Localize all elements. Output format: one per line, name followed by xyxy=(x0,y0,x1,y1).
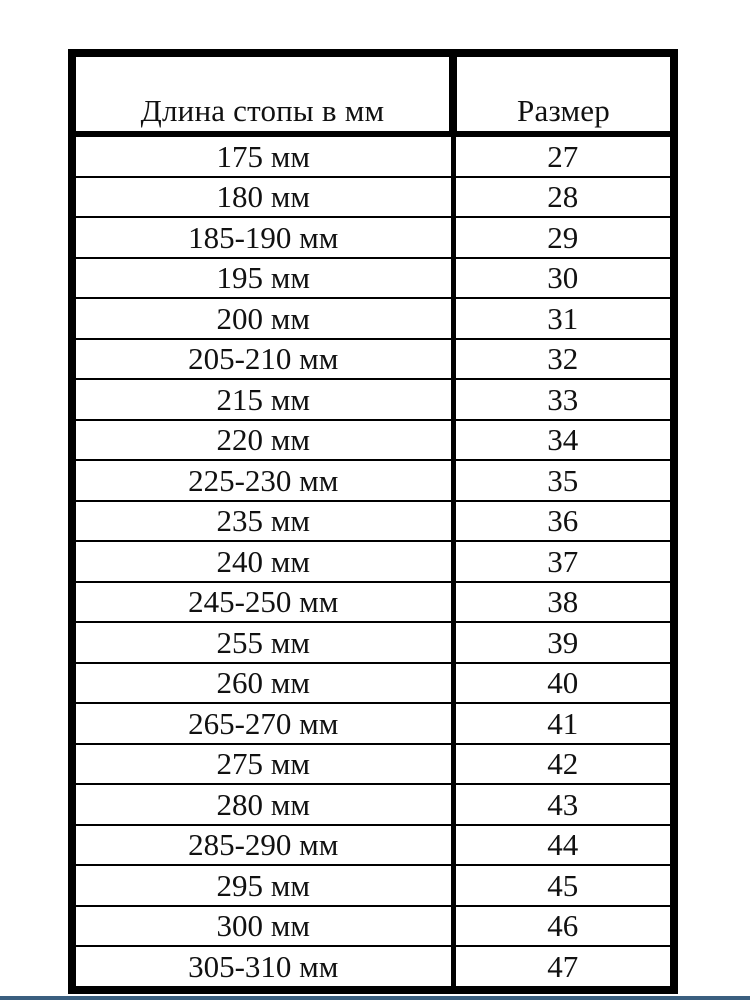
size-cell: 35 xyxy=(453,460,674,501)
size-cell: 37 xyxy=(453,541,674,582)
table-row xyxy=(72,744,674,785)
size-cell: 46 xyxy=(453,906,674,947)
size-cell: 29 xyxy=(453,217,674,258)
size-cell: 42 xyxy=(453,744,674,785)
size-cell: 27 xyxy=(547,138,579,174)
foot-length-cell: 205-210 мм xyxy=(72,339,453,380)
shoe-size-table xyxy=(68,49,678,994)
header-foot-length: Длина стопы в мм xyxy=(72,53,453,134)
foot-length-cell: 245-250 мм xyxy=(72,582,453,623)
foot-length-cell: 175 мм xyxy=(72,134,453,177)
foot-length-cell: 215 мм xyxy=(72,379,453,420)
size-cell: 30 xyxy=(453,258,674,299)
size-cell: 31 xyxy=(453,298,674,339)
bottom-divider xyxy=(0,996,750,1000)
foot-length-cell: 240 мм xyxy=(72,541,453,582)
table-row xyxy=(72,339,674,380)
table-row xyxy=(72,501,674,542)
table-row xyxy=(72,217,674,258)
header-row xyxy=(72,53,674,134)
foot-length-cell: 275 мм xyxy=(72,744,453,785)
size-cell: 44 xyxy=(453,825,674,866)
table-row xyxy=(72,865,674,906)
size-cell: 40 xyxy=(453,663,674,704)
size-cell: 33 xyxy=(453,379,674,420)
foot-length-cell: 285-290 мм xyxy=(72,825,453,866)
foot-length-cell: 235 мм xyxy=(72,501,453,542)
table-row xyxy=(72,663,674,704)
foot-length-cell: 295 мм xyxy=(72,865,453,906)
table-row xyxy=(72,298,674,339)
table-row xyxy=(72,379,674,420)
foot-length-cell: 200 мм xyxy=(72,298,453,339)
size-cell: 34 xyxy=(453,420,674,461)
foot-length-cell: 280 мм xyxy=(72,784,453,825)
table-row xyxy=(72,825,674,866)
foot-length-cell: 305-310 мм xyxy=(72,946,453,990)
table-row xyxy=(72,134,674,177)
foot-length-cell: 195 мм xyxy=(72,258,453,299)
size-cell: 47 xyxy=(453,946,674,990)
foot-length-cell: 265-270 мм xyxy=(72,703,453,744)
size-cell: 28 xyxy=(453,177,674,218)
table-row xyxy=(72,946,674,990)
table-body xyxy=(72,134,674,990)
header-size: Размер xyxy=(453,53,674,134)
foot-length-cell: 300 мм xyxy=(72,906,453,947)
foot-length-cell: 260 мм xyxy=(72,663,453,704)
table-row xyxy=(72,703,674,744)
foot-length-cell: 180 мм xyxy=(72,177,453,218)
table-row xyxy=(72,177,674,218)
size-cell: 39 xyxy=(453,622,674,663)
size-cell: 43 xyxy=(453,784,674,825)
table-row xyxy=(72,420,674,461)
size-cell: 32 xyxy=(453,339,674,380)
table-row xyxy=(72,784,674,825)
table-row xyxy=(72,906,674,947)
size-cell: 36 xyxy=(453,501,674,542)
table-row xyxy=(72,582,674,623)
foot-length-cell: 225-230 мм xyxy=(72,460,453,501)
table-header xyxy=(72,53,674,134)
table-row xyxy=(72,622,674,663)
table-row xyxy=(72,541,674,582)
foot-length-cell: 220 мм xyxy=(72,420,453,461)
table-row xyxy=(72,258,674,299)
foot-length-cell: 255 мм xyxy=(72,622,453,663)
foot-length-cell: 185-190 мм xyxy=(72,217,453,258)
size-cell: 38 xyxy=(453,582,674,623)
table-row xyxy=(72,460,674,501)
size-cell: 41 xyxy=(453,703,674,744)
size-cell: 45 xyxy=(453,865,674,906)
